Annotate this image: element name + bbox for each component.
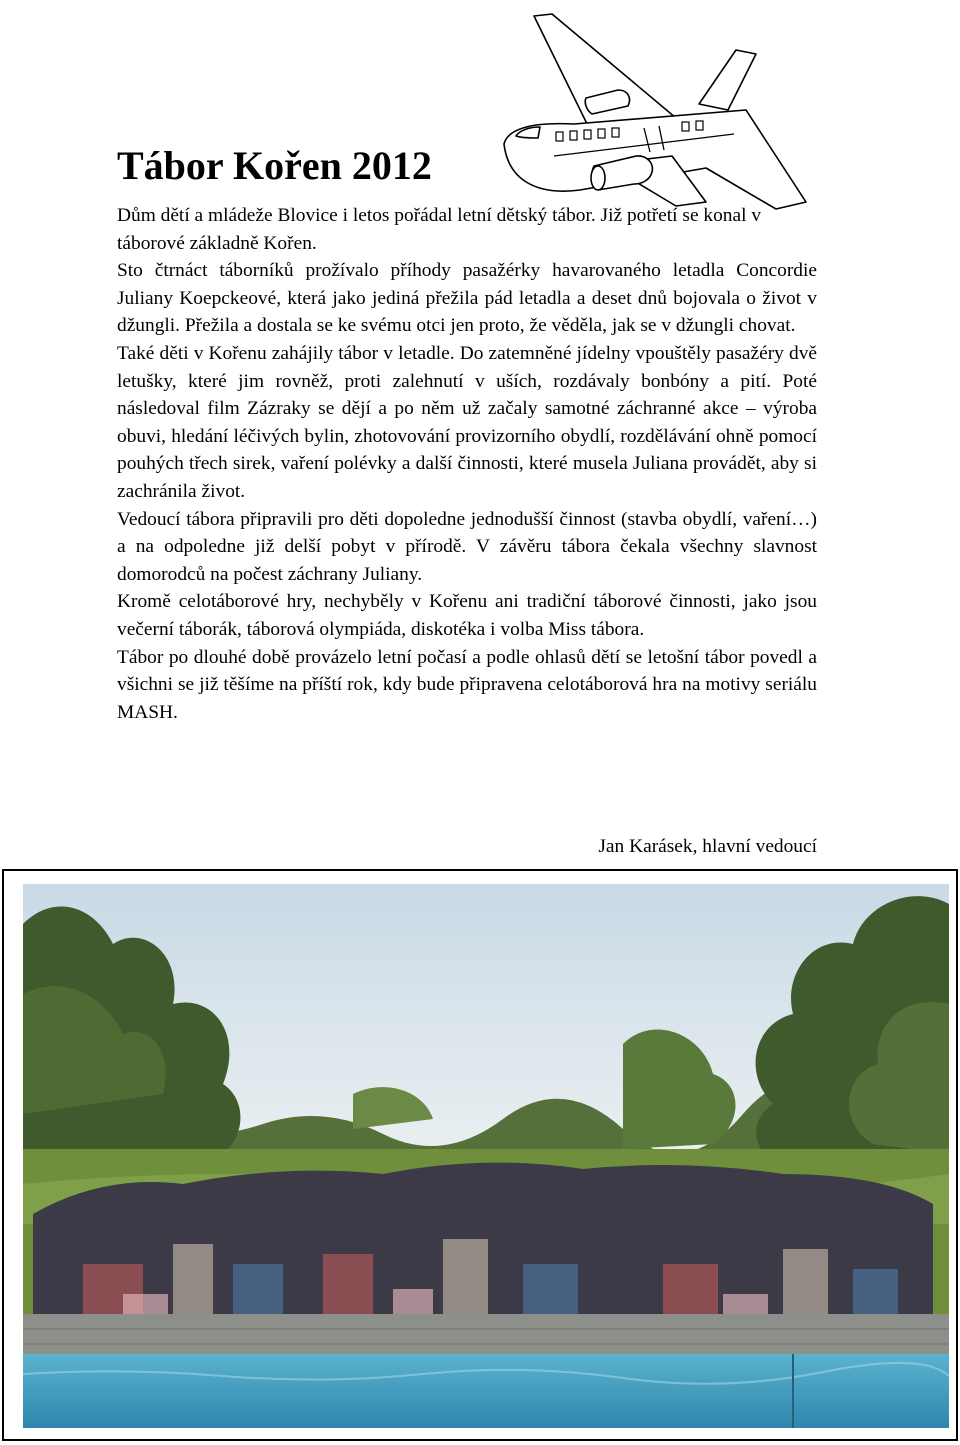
article-paragraph: Vedoucí tábora připravili pro děti dopoledne jednodušší činnost (stavba obydlí, vaření…) a na odpoledne již delší pobyt v přírodě. V závěru tábora čekala všechny slavnost domorodců na počest záchrany Juliany. bbox=[117, 508, 817, 585]
article-paragraph: Také děti v Kořenu zahájily tábor v letadle. Do zatemněné jídelny vpouštěly pasažéry dvě letušky, které jim rovněž, proti zalehnutí v uších, rozdávaly bonbóny a pití. Poté následoval film Zázraky se dějí a po něm už začaly samotné záchranné akce – výroba obuvi, hledání léčivých bylin, zhotovování provizorního obydlí, rozdělávání ohně pomocí pouhých třech sirek, vaření polévky a další činnosti, které musela Juliana provádět, aby si zachránila život. bbox=[117, 342, 817, 502]
article-paragraph: Kromě celotáborové hry, nechyběly v Kořenu ani tradiční táborové činnosti, jako jsou večerní táborák, táborová olympiáda, diskotéka i volba Miss tábora. bbox=[117, 591, 817, 640]
article-paragraph: Sto čtrnáct táborníků prožívalo příhody pasažérky havarovaného letadla Concordie Juliany Koepckeové, která jako jediná přežila pád letadla a deset dnů bojovala o život v džungli. Přežila a dostala se ke svému otci jen proto, že věděla, jak se v džungli chovat. bbox=[117, 260, 817, 337]
photo-pool bbox=[23, 1354, 949, 1428]
author-signature: Jan Karásek, hlavní vedoucí bbox=[598, 836, 817, 857]
group-photo bbox=[23, 884, 949, 1428]
page-title: Tábor Kořen 2012 bbox=[117, 143, 432, 188]
airplane-icon bbox=[494, 6, 814, 214]
article-paragraph: Tábor po dlouhé době provázelo letní počasí a podle ohlasů dětí se letošní tábor povedl a všichni se již těšíme na příští rok, kdy bude připravena celotáborová hra na motivy seriálu MASH. bbox=[117, 646, 817, 723]
article-paragraph: Dům dětí a mládeže Blovice i letos pořádal letní dětský tábor. Již potřetí se konal v táborové základně Kořen. bbox=[117, 205, 762, 254]
article-body bbox=[117, 202, 817, 726]
photo-frame bbox=[2, 869, 958, 1441]
photo-wall bbox=[23, 1314, 949, 1359]
